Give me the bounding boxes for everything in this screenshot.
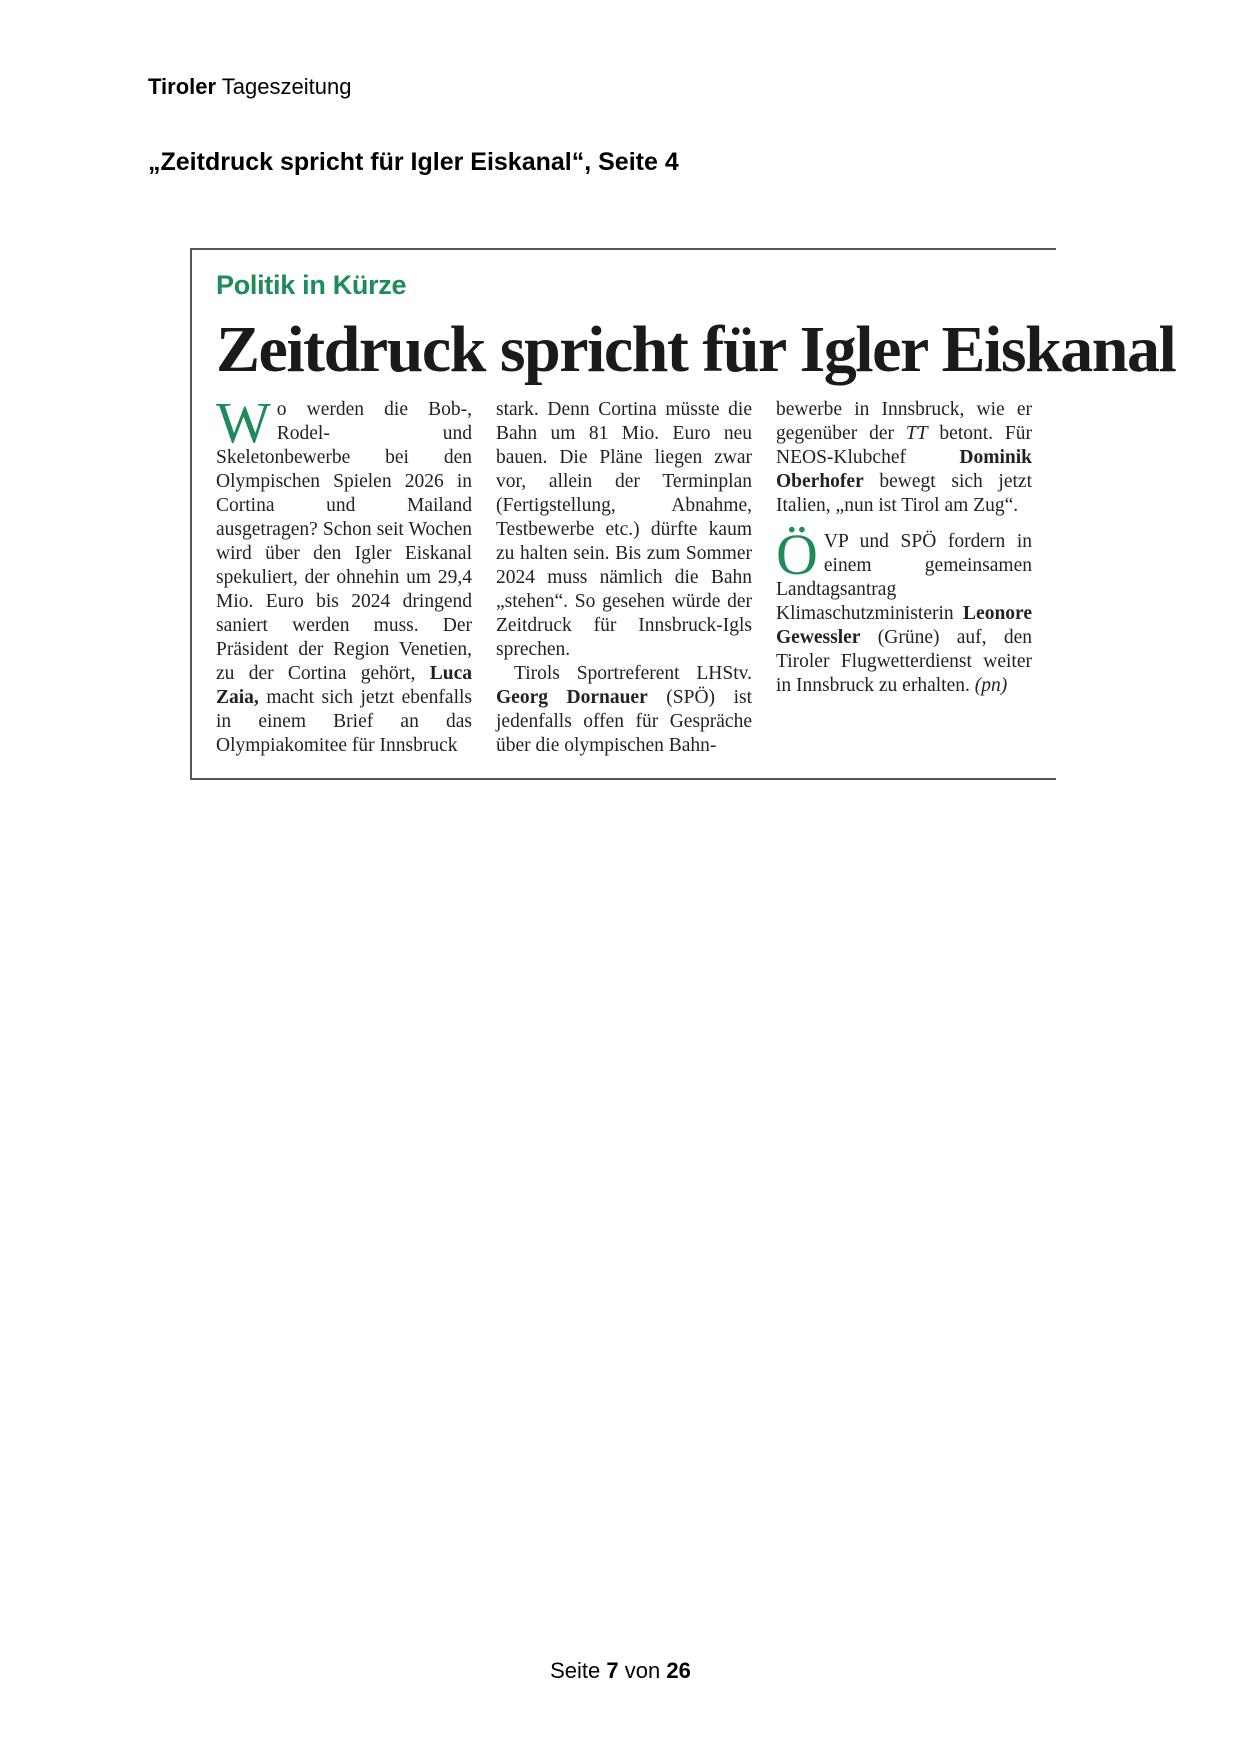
dropcap-oe: Ö [776,522,818,587]
text-run: macht sich jetzt ebenfalls in einem Brief an das Olympiakomitee für Innsbruck [216,687,472,756]
text-run: (SPÖ) ist jedenfalls offen für Gespräche über die olympischen Bahn- [496,687,752,756]
text-run: bewegt sich jetzt Italien, „nun ist Tirol am Zug“. [776,471,1032,516]
column-3-paragraph-1 [776,398,1032,518]
article-column-3 [776,398,1032,758]
text-run: VP und SPÖ fordern in einem gemeinsamen Landtagsantrag Klimaschutzministerin [776,531,1032,624]
article-rubric: Politik in Kürze [216,270,407,300]
author-initials: (pn) [974,675,1008,696]
article-headline: Zeitdruck spricht für Igler Eiskanal [216,313,1176,386]
current-page-number: 7 [606,1658,619,1683]
column-2-paragraph-1: stark. Denn Cortina müsste die Bahn um 81 Mio. Euro neu bauen. Die Pläne liegen zwar vor, allein der Terminplan (Fertigstellung, Abnahme, Testbewerbe etc.) dürfte kaum zu halten sein. Bis zum Sommer 2024 muss nämlich die Bahn „stehen“. So gesehen würde der Zeitdruck für Innsbruck-Igls sprechen. [496,399,752,660]
column-3-paragraph-2 [776,522,1032,698]
column-1-paragraph [216,390,472,758]
text-run: betont. Für NEOS-Klubchef [776,423,1032,468]
publication-name [148,74,351,100]
person-name-dornauer: Georg Dornauer [496,687,648,708]
text-run: (Grüne) auf, den Tiroler Flugwetterdienst weiter in Innsbruck zu erhalten. [776,627,1032,696]
newspaper-clipping [190,248,1176,780]
newspaper-abbrev: TT [905,423,928,444]
text-run: o werden die Bob-, Rodel- und Skeletonbewerbe bei den Olympischen Spielen 2026 in Cortina und Mailand ausgetragen? Schon seit Wochen wird über den Igler Eiskanal spekuliert, der ohnehin um 29,4 Mio. Euro bis 2024 dringend saniert werden muss. Der Präsident der Region Venetien, zu der Cortina gehört, [216,399,472,684]
text-run: bewerbe in Innsbruck, wie er gegenüber der [776,399,1032,444]
publication-name-rest: Tageszeitung [221,74,352,99]
person-name-zaia: Luca Zaia, [216,663,472,708]
person-name-gewessler: Leonore Gewessler [776,603,1032,648]
page-footer [0,1658,1241,1684]
text-run: Tirols Sportreferent LHStv. [514,663,752,684]
article-columns [216,390,1036,758]
footer-prefix: Seite [550,1658,601,1683]
person-name-oberhofer: Dominik Oberhofer [776,447,1032,492]
document-title: „Zeitdruck spricht für Igler Eiskanal“, Seite 4 [148,148,679,176]
publication-name-bold: Tiroler [148,74,217,99]
column-2-paragraph-2 [496,662,752,758]
footer-middle: von [624,1658,661,1683]
article-column-2 [496,398,752,758]
total-page-count: 26 [666,1658,691,1683]
article-column-1 [216,390,472,758]
dropcap-w: W [216,390,271,455]
